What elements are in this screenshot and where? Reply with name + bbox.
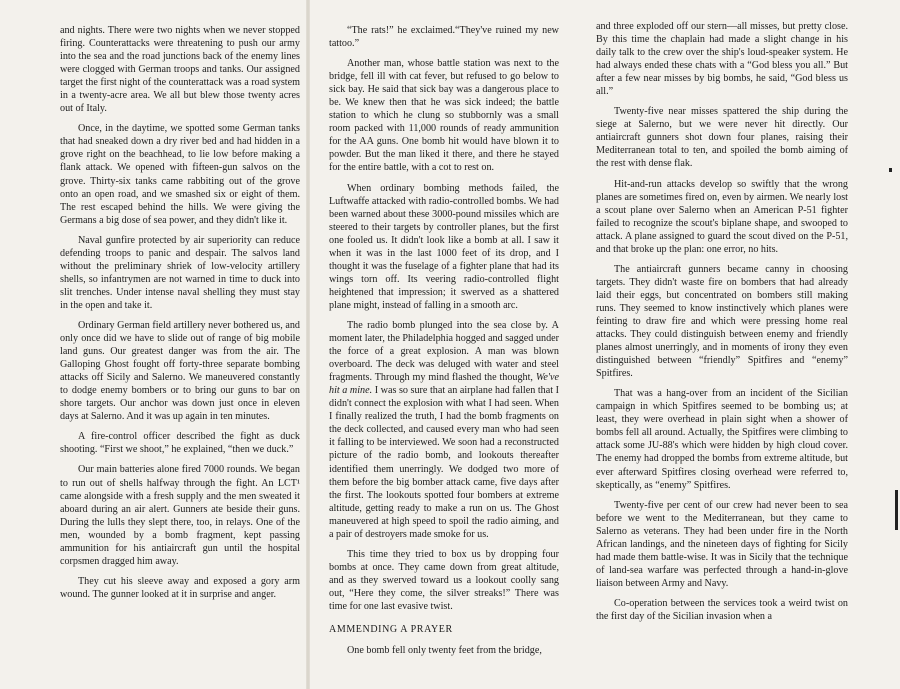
paragraph: The antiaircraft gunners became canny in choosing targets. They didn't waste fire on bombers that had already laid their eggs, but concentrated on bombers still making runs. They seemed to know instinctively which planes were feinting to draw fire and which were pressing home real attacks. They could distinguish between enemy and friendly planes almost unerringly, and in moments of irony they even distinguished between “friendly” Spitfires and “enemy” Spitfires.	[596, 263, 848, 380]
paragraph: The radio bomb plunged into the sea close by. A moment later, the Philadelphia hogged and sagged under the force of a great explosion. A man was blown overboard. The deck was deluged with water and steel fragments. Through my mind flashed the thought, We've hit a mine. I was so sure that an airplane had fallen that I didn't connect the explosion with what I had seen. When I finally realized the truth, I had the bomb fragments on the deck collected, and caused every man who had seen it falling to be interviewed. We soon had a reconstructed picture of the radio bomb, and lookouts thereafter identified them unerringly. We dodged two more of them before the big bomber attack came, five days after the first. The lookouts spotted four bombers at extreme altitude, getting ready to make a run on us. The Ghost maneuvered at high speed to spoil the radio aiming, and a pair of destroyers made smoke for us.	[329, 319, 559, 540]
emphasized-text: We've hit a mine.	[329, 372, 559, 397]
paragraph: Twenty-five near misses spattered the ship during the siege at Salerno, but we were never hit directly. Our antiaircraft gunners shot down four planes, raising their Mediterranean total to ten, and spoiled the bomb aiming of the rest with dense flak.	[596, 106, 848, 170]
scan-edge-mark	[895, 490, 898, 530]
paragraph: Twenty-five per cent of our crew had never been to sea before we went to the Mediterranean, but they came to Salerno as veterans. They had been under fire in the North African landings, and the nineteen days of fighting for Sicily had made them battle-wise. It was in Sicily that the technique of land-sea warfare was perfected through a hand-in-glove liaison between Army and Navy.	[596, 499, 848, 589]
middle-page-column	[329, 24, 559, 664]
paragraph: Another man, whose battle station was next to the bridge, fell ill with cat fever, but refused to go below to sick bay. He said that sick bay was a dangerous place to be. We knew then that he was sick indeed; the battle station to which he clung so stubbornly was a small room packed with 11,000 rounds of ready ammunition for the AA guns. One bomb hit would have blown it to powder. But the man liked it there, and there he stayed for the entire battle, with a cot to rest on.	[329, 58, 559, 174]
paragraph: Our main batteries alone fired 7000 rounds. We began to run out of shells halfway through the fight. An LCT¹ came alongside with a fresh supply and the men sweated it aboard during an air alert. Gunners ate beside their guns. During the lulls they slept there, too, in relays. One of the men, wounded by a bomb fragment, kept passing ammunition for his antiaircraft gun until the hospital corpsmen dragged him away.	[60, 464, 300, 567]
paragraph: Once, in the daytime, we spotted some German tanks that had sneaked down a dry river bed and had hidden in a grove right on the beachhead, to lie low before making a flank attack. We opened with fifteen-gun salvos on the grove. Thirty-six tanks came rabbiting out of the grove onto an open road, and we smashed six or eight of them. The rest escaped behind the hills. We were giving the Germans a big dose of sea power, and they didn't like it.	[60, 123, 300, 226]
paragraph: and three exploded off our stern—all misses, but pretty close. By this time the chaplain had made a slight change in his daily talk to the crew over the ship's loud-speaker system. He had always ended these chats with a “God bless you all.” But after a few near misses by big bombs, he said, “God bless us all.”	[596, 21, 848, 98]
paragraph: Co-operation between the services took a weird twist on the first day of the Sicilian invasion when a	[596, 597, 848, 622]
paragraph: Naval gunfire protected by air superiority can reduce defending troops to panic and despair. The salvos land without the preliminary shriek of low-velocity artillery shells, so infantrymen are not warned in time to duck into slit trenches. Under intense naval shelling they must stay in the open and take it.	[60, 234, 300, 311]
paragraph: That was a hang-over from an incident of the Sicilian campaign in which Spitfires seemed to be bombing us; at least, they were overhead in plain sight when a shower of bombs fell all around. Actually, the Spitfires were climbing to attack some JU-88's which were hidden by high cloud cover. The enemy had dropped the bombs from extreme altitude, but ever afterward Spitfires closing overhead were referred to, skeptically, as “enemy” Spitfires.	[596, 388, 848, 491]
section-heading: AMMENDING A PRAYER	[329, 624, 453, 636]
paragraph: They cut his sleeve away and exposed a gory arm wound. The gunner looked at it in surprise and anger.	[60, 575, 300, 600]
paragraph: and nights. There were two nights when we never stopped firing. Counterattacks were threatening to push our army into the sea and the road junctions back of the enemy lines were clogged with German troops and tanks. Our assigned target the first night of the counterattack was a road system in a twenty-acre area. We all but blew those twenty acres out of Italy.	[60, 25, 300, 115]
paragraph: This time they tried to box us by dropping four bombs at once. They came down from great altitude, and as they swerved toward us a lookout coolly sang out, “Here they come, the silver streaks!” There was time for one last evasive twist.	[329, 548, 559, 612]
page-gutter	[306, 0, 310, 689]
paragraph: “The rats!” he exclaimed.“They've ruined my new tattoo.”	[329, 25, 559, 50]
paragraph: Ordinary German field artillery never bothered us, and only once did we have to slide out of range of big mobile land guns. Our greatest danger was from the air. The Galloping Ghost fought off forty-three separate bombing attacks off Sicily and Salerno. We maneuvered constantly to dodge enemy bombers or to bring our guns to bar on shore targets. Our anchor was down just once in eleven days at Salerno. And it was up again in ten minutes.	[60, 319, 300, 423]
paragraph: One bomb fell only twenty feet from the bridge,	[347, 645, 542, 657]
left-page-column	[60, 24, 300, 608]
paragraph: When ordinary bombing methods failed, the Luftwaffe attacked with radio-controlled bombs. We had been warned about these 3000-pound missiles which are steered to their targets by controller planes, but the first one fooled us. It didn't look like a bomb at all. I saw it when it was in the last 1000 feet of its drop, and I thought it was the fuselage of a fighter plane that had its wings torn off. Its veering radio-controlled flight heightened that impression; it swerved as a shattered plane might, instead of falling in a smooth arc.	[329, 182, 559, 311]
scan-speck	[889, 168, 892, 172]
paragraph: A fire-control officer described the fight as duck shooting. “First we shoot,” he explained, “then we duck.”	[60, 431, 300, 456]
paragraph: Hit-and-run attacks develop so swiftly that the wrong planes are sometimes fired on, even by airmen. We nearly lost a scout plane over Salerno when an American P-51 fighter failed to recognize the scout's biplane shape, and swooped to attack. A plane assigned to guard the scout dived on the P-51, and that broke up the plan: one error, no hits.	[596, 178, 848, 255]
right-page-column	[596, 20, 848, 630]
